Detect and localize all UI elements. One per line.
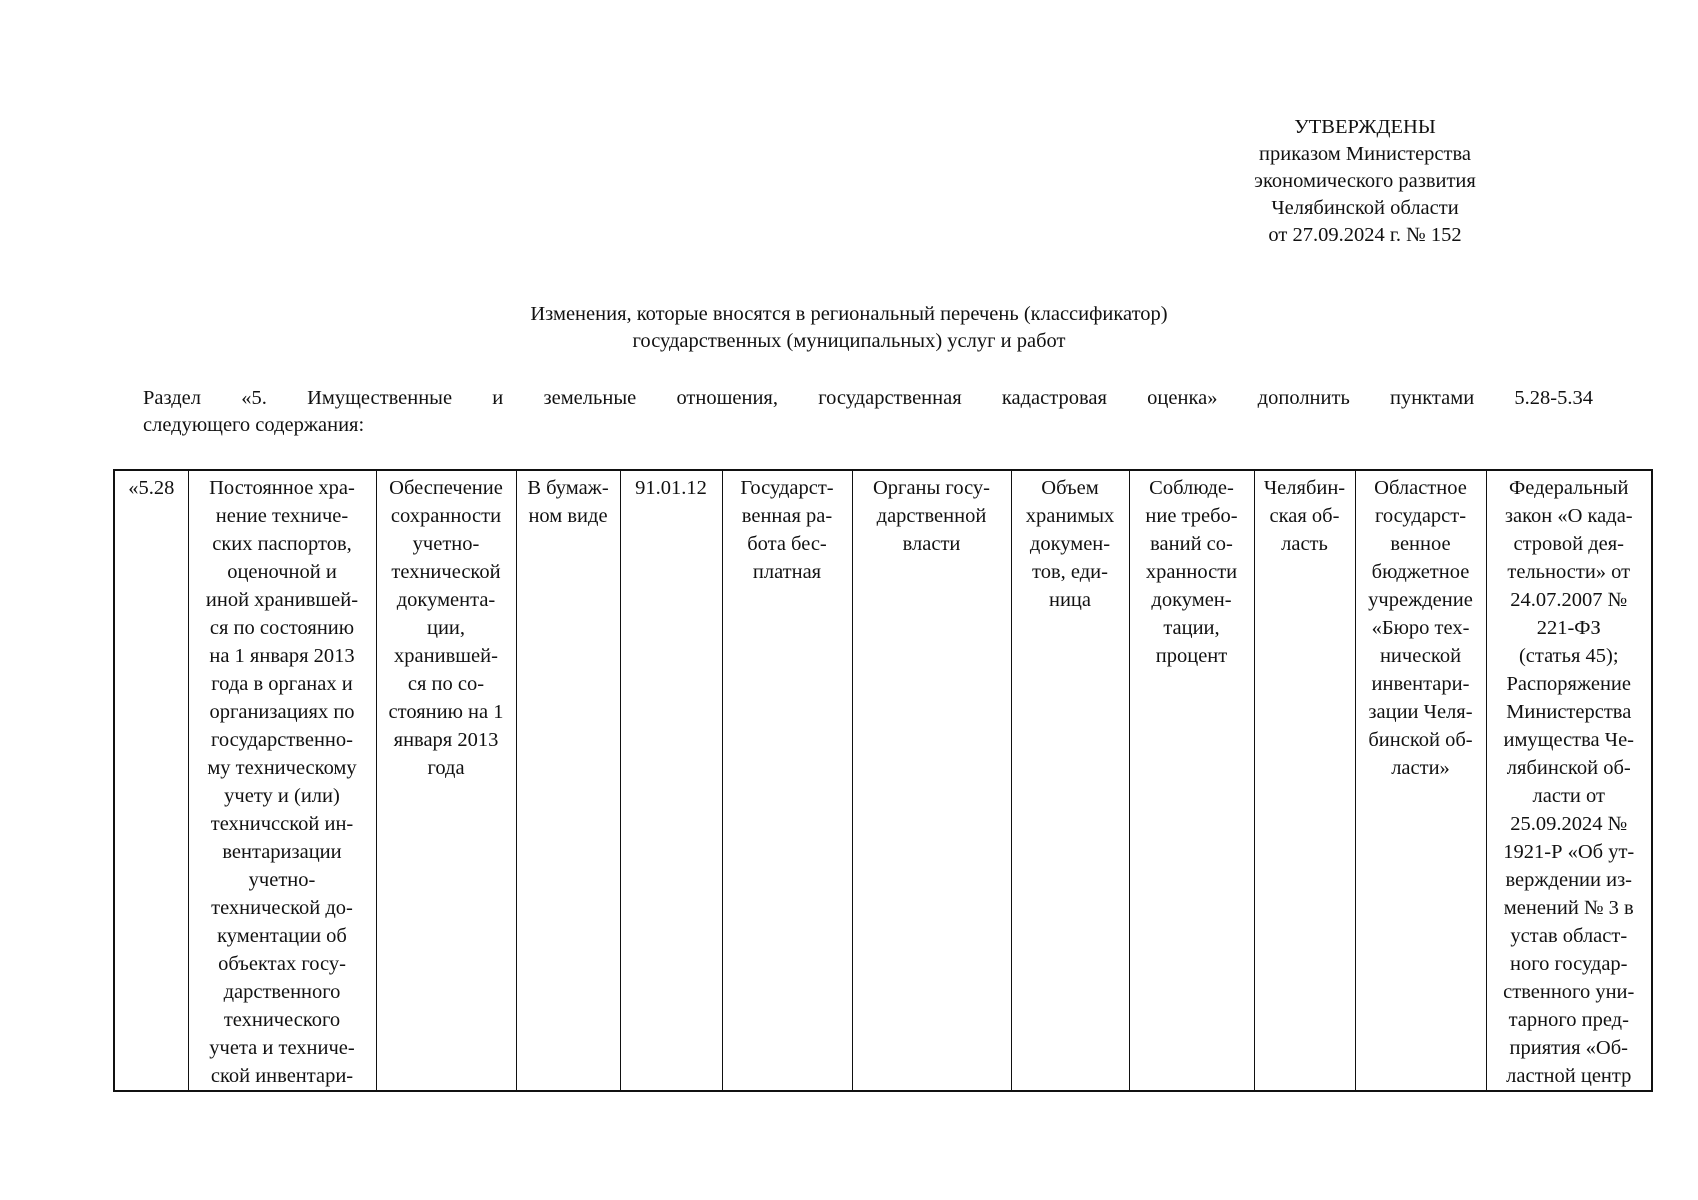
cell-territory [1254, 470, 1355, 1091]
cell-line: учетно- [412, 533, 480, 555]
cell-line: ся по со- [407, 673, 485, 695]
cell-line: закон «О када- [1504, 505, 1633, 527]
cell-line: инвентари- [1371, 673, 1470, 695]
intro-paragraph [143, 385, 1593, 439]
cell-line: 1921-Р «Об ут- [1503, 841, 1635, 863]
cell-line: технической [391, 561, 501, 583]
approval-block [1195, 114, 1535, 249]
cell-line: ся по состоянию [209, 617, 355, 639]
title-line: государственных (муниципальных) услуг и работ [632, 330, 1066, 352]
cell-line: ваний со- [1150, 533, 1233, 555]
cell-line: Соблюде- [1149, 477, 1234, 499]
cell-line: Областное [1374, 477, 1467, 499]
cell-line: организациях по [209, 701, 355, 723]
cell-line: зации Челя- [1368, 701, 1473, 723]
cell-legal-basis [1486, 470, 1652, 1091]
approval-line: экономического развития [1254, 170, 1476, 192]
cell-line: Государст- [740, 477, 834, 499]
cell-line: платная [752, 561, 822, 583]
cell-line: тарного пред- [1508, 1009, 1629, 1031]
cell-line: кументации об [217, 925, 347, 947]
cell-line: ственного уни- [1503, 981, 1635, 1003]
cell-line: учету и (или) [224, 785, 340, 807]
cell-line: имущества Че- [1503, 729, 1635, 751]
cell-line: нение техниче- [215, 505, 349, 527]
table-row [114, 470, 1652, 1091]
cell-line: му техническому [207, 757, 357, 779]
cell-line: ного государ- [1509, 953, 1628, 975]
cell-type [722, 470, 852, 1091]
cell-line: ласти» [1391, 757, 1450, 779]
cell-line: тации, [1163, 617, 1220, 639]
cell-line: хранившей- [394, 645, 498, 667]
document-title [300, 301, 1398, 355]
cell-line: государст- [1374, 505, 1467, 527]
cell-line: стоянию на 1 [388, 701, 504, 723]
cell-line: вентаризации [222, 841, 342, 863]
cell-line: бинской об- [1368, 729, 1473, 751]
cell-line: документа- [396, 589, 496, 611]
cell-line: ласть [1281, 533, 1328, 555]
cell-line: Объем [1041, 477, 1099, 499]
approval-line: Челябинской области [1271, 197, 1459, 219]
cell-line: «Бюро тех- [1371, 617, 1470, 639]
cell-line: учетно- [248, 869, 316, 891]
cell-line: технической до- [211, 897, 353, 919]
cell-line: 91.01.12 [635, 477, 707, 499]
cell-line: Обеспечение [389, 477, 503, 499]
cell-line: менений № 3 в [1503, 897, 1634, 919]
cell-okved-code [620, 470, 722, 1091]
cell-line: верждении из- [1505, 869, 1633, 891]
cell-line: ских паспортов, [212, 533, 352, 555]
classifier-table [113, 469, 1653, 1092]
cell-line: ции, [426, 617, 466, 639]
approval-line: от 27.09.2024 г. № 152 [1268, 224, 1462, 246]
cell-line: года в органах и [211, 673, 353, 695]
cell-line: ской инвентари- [210, 1065, 354, 1087]
title-line: Изменения, которые вносятся в региональный перечень (классификатор) [530, 303, 1168, 325]
cell-line: года [427, 757, 465, 779]
cell-line: ние требо- [1145, 505, 1238, 527]
cell-line: государственно- [211, 729, 353, 751]
cell-line: приятия «Об- [1509, 1037, 1628, 1059]
cell-provider [1355, 470, 1486, 1091]
cell-line: процент [1155, 645, 1228, 667]
cell-line: сохранности [390, 505, 502, 527]
cell-line: устав област- [1510, 925, 1628, 947]
cell-line: ласти от [1532, 785, 1605, 807]
cell-line: нической [1379, 645, 1462, 667]
cell-line: учета и техниче- [209, 1037, 355, 1059]
cell-line: «5.28 [128, 477, 175, 499]
cell-line: января 2013 [393, 729, 499, 751]
cell-line: венная ра- [741, 505, 833, 527]
cell-service-name [188, 470, 376, 1091]
cell-line: лябинской об- [1506, 757, 1631, 779]
approval-line: УТВЕРЖДЕНЫ [1294, 116, 1436, 138]
cell-line: Челябин- [1263, 477, 1346, 499]
cell-line: хранимых [1025, 505, 1115, 527]
cell-line: ластной центр [1506, 1065, 1632, 1087]
cell-volume-indicator [1011, 470, 1129, 1091]
cell-line: бюджетное [1371, 561, 1470, 583]
cell-line: венное [1390, 533, 1451, 555]
cell-line: докумен- [1151, 589, 1232, 611]
cell-line: Распоряжение [1506, 673, 1632, 695]
cell-line: В бумаж- [527, 477, 609, 499]
cell-line: тов, еди- [1032, 561, 1108, 583]
cell-line: ница [1048, 589, 1091, 611]
cell-form [516, 470, 620, 1091]
cell-line: на 1 января 2013 [209, 645, 355, 667]
cell-item-number [114, 470, 188, 1091]
cell-content [376, 470, 516, 1091]
cell-line: ская об- [1269, 505, 1340, 527]
cell-line: Органы госу- [873, 477, 990, 499]
cell-line: Федеральный [1509, 477, 1629, 499]
cell-line: докумен- [1029, 533, 1111, 555]
approval-line: приказом Министерства [1259, 143, 1471, 165]
cell-line: дарственного [223, 981, 341, 1003]
cell-line: Постоянное хра- [209, 477, 355, 499]
cell-line: Министерства [1506, 701, 1632, 723]
cell-line: 221-ФЗ [1536, 617, 1601, 639]
cell-line: объектах госу- [218, 953, 346, 975]
cell-line: учреждение [1368, 589, 1473, 611]
cell-line: бота бес- [747, 533, 827, 555]
intro-line: следующего содержания: [143, 414, 365, 436]
cell-line: 24.07.2007 № [1510, 589, 1628, 611]
cell-line: власти [902, 533, 961, 555]
cell-quality-indicator [1129, 470, 1254, 1091]
cell-line: иной хранившей- [205, 589, 359, 611]
cell-line: техничсской ин- [210, 813, 354, 835]
cell-consumers [852, 470, 1011, 1091]
intro-line: Раздел «5. Имущественные и земельные отношения, государственная кадастровая оценка» дополнить пунктами 5.28-5.34 [143, 387, 1593, 409]
cell-line: (статья 45); [1518, 645, 1619, 667]
cell-line: тельности» от [1507, 561, 1631, 583]
cell-line: ном виде [528, 505, 608, 527]
cell-line: оценочной и [227, 561, 337, 583]
cell-line: хранности [1145, 561, 1238, 583]
cell-line: 25.09.2024 № [1510, 813, 1628, 835]
cell-line: дарственной [876, 505, 987, 527]
cell-line: технического [223, 1009, 341, 1031]
cell-line: стровой дея- [1513, 533, 1624, 555]
